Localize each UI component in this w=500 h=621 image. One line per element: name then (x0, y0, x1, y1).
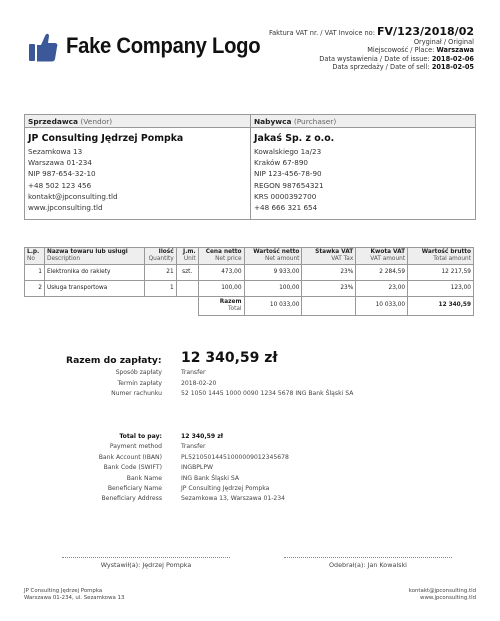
cell-no: 2 (25, 280, 45, 296)
cell-no: 1 (25, 264, 45, 280)
cell-quantity: 1 (144, 280, 176, 296)
purchaser-details (250, 128, 475, 219)
place-value: Warszawa (436, 46, 474, 55)
method-value-en: Transfer (181, 443, 206, 451)
cell-net-price: 473,00 (198, 264, 244, 280)
sell-date: 2018-02-05 (431, 63, 474, 72)
vendor-header-sub: (Vendor) (80, 117, 113, 126)
purchaser-street: Kowalskiego 1a/23 (254, 147, 322, 156)
purchaser-krs: KRS 0000392700 (254, 191, 317, 201)
cell-description: Usługa transportowa (44, 280, 144, 296)
copy-label: Oryginał / Original (413, 37, 474, 46)
cell-vat-tax: 23% (302, 280, 356, 296)
vendor-city: Warszawa 01-234 (28, 158, 92, 168)
cell-quantity: 21 (144, 264, 176, 280)
total-net-amount: 10 033,00 (244, 296, 302, 315)
purchaser-phone: +48 666 321 654 (254, 203, 318, 213)
receiver-signature-label: Odebrał(a): Jan Kowalski (329, 561, 407, 569)
col-header-no: L.p. No (25, 248, 45, 265)
place-label: Miejscowość / Place: (367, 46, 435, 55)
col-header-quantity: Ilość Quantity (144, 248, 176, 265)
issue-label: Data wystawienia / Date of issue: (319, 54, 430, 63)
cell-total-amount: 12 217,59 (408, 264, 474, 280)
method-value-pl: Transfer (181, 369, 206, 376)
col-header-vat-tax: Stawka VAT VAT Tax (302, 248, 356, 265)
payment-en-details (0, 432, 500, 512)
footer-left (24, 588, 124, 601)
method-label-en: Payment method (109, 443, 162, 451)
cell-net-amount: 9 933,00 (244, 264, 302, 280)
col-header-net-price: Cena netto Net price (198, 248, 244, 265)
footer-email: kontakt@jpconsulting.tld (408, 588, 476, 594)
footer-company: JP Consulting Jędrzej Pompka (24, 588, 103, 594)
due-label-pl: Termin zapłaty (117, 379, 162, 387)
cell-net-price: 100,00 (198, 280, 244, 296)
col-header-description: Nazwa towaru lub usługi Description (44, 248, 144, 265)
total-vat-amount: 10 033,00 (356, 296, 408, 315)
address-label: Beneficiary Address (101, 495, 162, 503)
cell-vat-amount: 2 284,59 (356, 264, 408, 280)
col-header-unit: J.m. Unit (176, 248, 198, 265)
items-header-row (25, 248, 474, 265)
cell-description: Elektronika do rakiety (44, 264, 144, 280)
parties-body (25, 128, 475, 219)
due-value-pl: 2018-02-20 (181, 379, 217, 387)
swift-value: INGBPLPW (181, 464, 214, 472)
total-label-en: Total to pay: (119, 433, 162, 440)
purchaser-name: Jakaś Sp. z o.o. (254, 133, 335, 144)
receiver-signature-line (284, 557, 452, 558)
parties-box (24, 114, 476, 220)
totals-row (25, 296, 474, 315)
cell-vat-tax: 23% (302, 264, 356, 280)
vendor-website: www.jpconsulting.tld (28, 203, 103, 213)
payment-pl-details (0, 368, 500, 408)
bank-value: ING Bank Śląski SA (181, 474, 240, 482)
total-value-en: 12 340,59 zł (181, 433, 224, 440)
account-label-pl: Numer rachunku (111, 390, 162, 397)
purchaser-nip: NIP 123-456-78-90 (254, 169, 322, 179)
vendor-nip: NIP 987-654-32-10 (28, 169, 96, 179)
col-header-net-amount: Wartość netto Net amount (244, 248, 302, 265)
topay-label: Razem do zapłaty: (66, 355, 162, 366)
col-header-total-amount: Wartość brutto Total amount (408, 248, 474, 265)
footer-website: www.jpconsulting.tld (420, 594, 476, 601)
swift-label: Bank Code (SWIFT) (103, 464, 162, 472)
beneficiary-label: Beneficiary Name (107, 485, 162, 492)
method-label-pl: Sposób zapłaty (115, 369, 162, 376)
sell-label: Data sprzedaży / Date of sell: (332, 63, 430, 72)
invoice-label: Faktura VAT nr. / VAT Invoice no: (268, 29, 375, 37)
purchaser-header (250, 115, 475, 127)
cell-unit: szt. (176, 264, 198, 280)
beneficiary-value: JP Consulting Jędrzej Pompka (181, 485, 270, 492)
sell-date-line (269, 63, 474, 72)
col-header-vat-amount: Kwota VAT VAT amount (356, 248, 408, 265)
footer-address: Warszawa 01-234, ul. Sezamkowa 13 (24, 594, 125, 601)
cell-unit (176, 280, 198, 296)
vendor-header-main: Sprzedawca (28, 117, 79, 126)
iban-label: Bank Account (IBAN) (98, 453, 162, 461)
invoice-number-line (268, 25, 474, 38)
address-value: Sezamkowa 13, Warszawa 01-234 (181, 495, 286, 503)
bank-label: Bank Name (126, 474, 162, 482)
vendor-email: kontakt@jpconsulting.tld (28, 191, 118, 201)
issue-date-line (269, 55, 474, 64)
invoice-number: FV/123/2018/02 (377, 25, 474, 38)
cell-total-amount: 123,00 (408, 280, 474, 296)
thumbs-up-icon (28, 31, 58, 63)
footer-right (409, 588, 476, 601)
total-label: Razem Total (198, 296, 244, 315)
topay-amount: 12 340,59 zł (181, 350, 278, 366)
table-row (25, 264, 474, 280)
vendor-header (25, 115, 250, 127)
total-gross-amount: 12 340,59 (408, 296, 474, 315)
vendor-phone: +48 502 123 456 (28, 180, 92, 190)
issue-date: 2018-02-06 (431, 54, 474, 63)
parties-header (25, 115, 475, 128)
table-row (25, 280, 474, 296)
place-line (269, 46, 474, 55)
vendor-details (25, 128, 250, 219)
issuer-signature-label: Wystawił(a): Jędrzej Pompka (100, 561, 192, 569)
items-table (24, 247, 474, 316)
purchaser-header-main: Nabywca (254, 117, 292, 126)
vendor-street: Sezamkowa 13 (28, 147, 83, 156)
invoice-meta (268, 25, 474, 72)
company-logo-text: Fake Company Logo (66, 33, 261, 58)
vendor-name: JP Consulting Jędrzej Pompka (28, 133, 184, 144)
purchaser-city: Kraków 67-890 (254, 158, 308, 168)
purchaser-header-sub: (Purchaser) (293, 117, 337, 126)
account-value-pl: 52 1050 1445 1000 0090 1234 5678 ING Bank Śląski SA (181, 390, 354, 397)
issuer-signature-line (62, 557, 230, 558)
cell-net-amount: 100,00 (244, 280, 302, 296)
purchaser-regon: REGON 987654321 (254, 180, 324, 190)
cell-vat-amount: 23,00 (356, 280, 408, 296)
iban-value: PL52105014451000009012345678 (181, 453, 289, 461)
